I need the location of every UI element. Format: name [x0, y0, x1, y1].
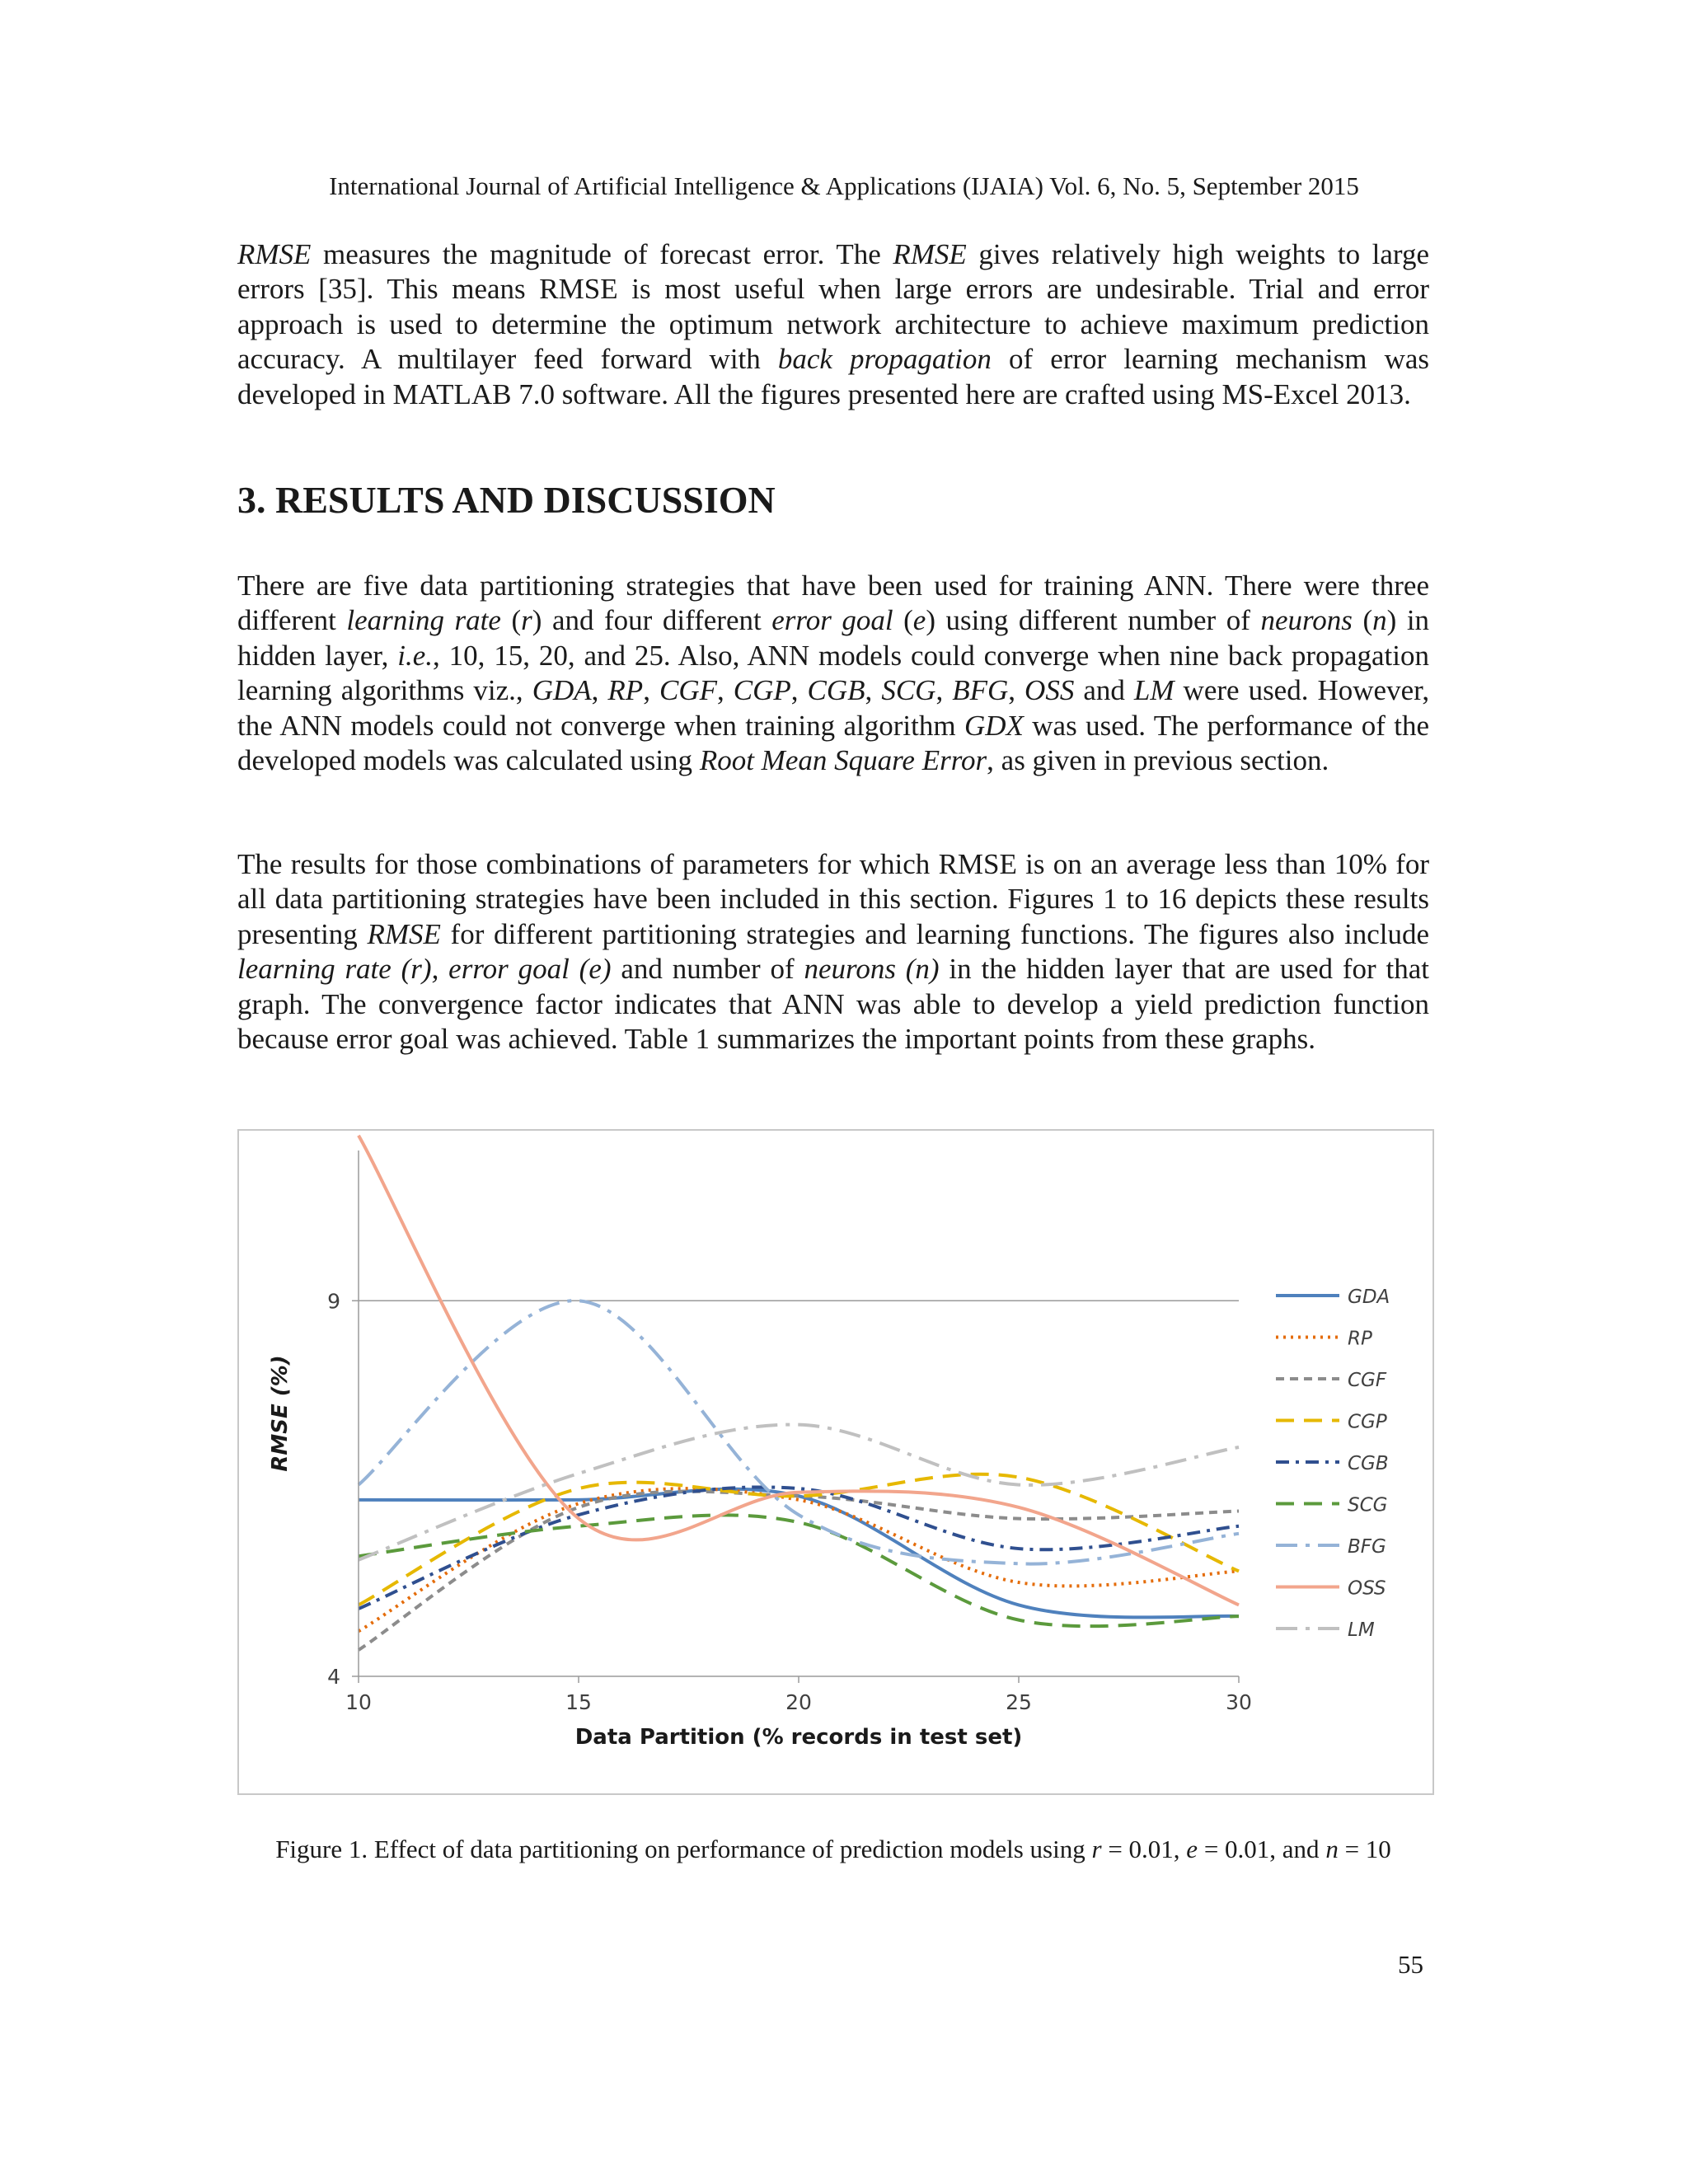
x-tick-label: 25	[1006, 1690, 1032, 1714]
x-tick-label: 20	[785, 1690, 812, 1714]
caption-segment: Figure 1. Effect of data partitioning on performance of prediction models using	[275, 1835, 1092, 1863]
paragraph-1-segment: There are five data partitioning strategies that have been used for training ANN. There were three different	[237, 569, 1429, 637]
paragraph-1-segment: Root Mean Square Error	[699, 744, 987, 777]
paragraph-1-segment: r	[521, 604, 532, 637]
paragraph-1-segment: , 10, 15, 20, and 25. Also, ANN models could converge when nine back propagation learning algorithms viz.,	[237, 639, 1429, 707]
intro-paragraph-segment: gives relatively high weights to large errors [35]. This means RMSE is most useful when large errors are undesirable. Trial and error approach is used to determine the optimum network architecture to achieve maximum prediction accuracy. A multilayer feed forward with	[237, 238, 1429, 376]
caption-segment: e	[1186, 1835, 1198, 1863]
journal-header: International Journal of Artificial Intelligence & Applications (IJAIA) Vol. 6, No. 5, September 2015	[329, 171, 1359, 200]
series-line-oss	[359, 1136, 1239, 1605]
paragraph-2-segment: in the hidden layer that are used for that graph. The convergence factor indicates that ANN was able to develop a yield prediction function because error goal was achieved. Table 1 summarizes the important points from these graphs.	[237, 953, 1429, 1056]
paragraph-1-segment: GDX	[964, 709, 1024, 742]
paragraph-1-segment: ) using different number of	[926, 604, 1261, 637]
paragraph-1-segment: ,	[716, 674, 734, 707]
paragraph-1-segment: (	[500, 604, 522, 637]
section-title: 3. RESULTS AND DISCUSSION	[237, 479, 776, 521]
paragraph-2-segment: and number of	[611, 953, 804, 986]
y-tick-label: 4	[327, 1665, 340, 1689]
intro-paragraph-segment: measures the magnitude of forecast error. The	[311, 238, 893, 270]
intro-paragraph-segment: back propagation	[777, 343, 992, 376]
paragraph-1-segment: CGB	[807, 674, 865, 707]
x-tick-label: 15	[565, 1690, 592, 1714]
intro-paragraph-segment: RMSE	[893, 238, 967, 270]
paragraph-1-segment: SCG	[881, 674, 936, 707]
figure-1-chart	[237, 1129, 1434, 1795]
x-axis-title: Data Partition (% records in test set)	[574, 1725, 1023, 1750]
paragraph-1-segment: ,	[790, 674, 808, 707]
paragraph-1-segment: e	[912, 604, 926, 637]
paragraph-1-segment: was used. The performance of the developed models was calculated using	[237, 709, 1429, 777]
paragraph-1-segment: were used. However, the ANN models could not converge when training algorithm	[237, 674, 1430, 742]
intro-paragraph	[237, 237, 1429, 412]
paragraph-1-segment: ,	[865, 674, 882, 707]
y-axis-title: RMSE (%)	[268, 1355, 293, 1472]
paragraph-1-segment: learning rate	[346, 604, 501, 637]
legend-label-rp: RP	[1348, 1328, 1372, 1350]
paragraph-1-segment: ,	[935, 674, 953, 707]
paragraph-1-segment: , as given in previous section.	[987, 744, 1329, 777]
paragraph-1-segment: ,	[643, 674, 659, 707]
paragraph-1-segment: (	[893, 604, 913, 637]
x-tick-label: 10	[345, 1690, 372, 1714]
paragraph-1-segment: CGP	[733, 674, 791, 707]
paragraph-1-segment: CGF	[659, 674, 717, 707]
paragraph-1-segment: error goal	[771, 604, 893, 637]
paragraph-1-segment: neurons	[1260, 604, 1353, 637]
paragraph-2-segment: RMSE	[367, 917, 441, 950]
caption-segment: = 0.01,	[1101, 1835, 1187, 1863]
legend-label-oss: OSS	[1348, 1577, 1386, 1600]
paragraph-1-segment: BFG	[952, 674, 1009, 707]
legend-label-cgp: CGP	[1348, 1411, 1387, 1433]
y-tick-label: 9	[327, 1289, 340, 1314]
paragraph-1-segment: ) and four different	[532, 604, 772, 637]
paragraph-1-segment: ,	[591, 674, 608, 707]
intro-paragraph-segment: RMSE	[237, 238, 312, 270]
paragraph-1-segment: OSS	[1025, 674, 1075, 707]
results-paragraph-2	[237, 847, 1429, 1057]
page-number: 55	[1398, 1950, 1423, 1979]
results-paragraph-1	[237, 569, 1429, 778]
paragraph-2-segment: learning rate (r), error goal (e)	[237, 953, 612, 986]
legend-label-bfg: BFG	[1348, 1536, 1386, 1558]
legend-label-cgf: CGF	[1348, 1370, 1387, 1391]
paragraph-1-segment: RP	[607, 674, 644, 707]
paragraph-2-segment: neurons (n)	[804, 953, 940, 986]
series-line-scg	[359, 1515, 1239, 1626]
paragraph-1-segment: i.e.	[397, 639, 434, 672]
intro-paragraph-segment: of error learning mechanism was developed in MATLAB 7.0 software. All the figures presented here are crafted using MS-Excel 2013.	[237, 343, 1429, 410]
caption-segment: r	[1091, 1835, 1102, 1863]
paragraph-1-segment: n	[1372, 604, 1387, 637]
figure-caption	[237, 1834, 1429, 1865]
caption-segment: n	[1325, 1835, 1339, 1863]
paragraph-2-segment: The results for those combinations of parameters for which RMSE is on an average less than 10% for all data partitioning strategies have been included in this section. Figures 1 to 16 depicts these results presenting	[237, 848, 1429, 950]
paragraph-2-segment: for different partitioning strategies and learning functions. The figures also include	[440, 917, 1429, 950]
rmse-line-chart	[239, 1131, 1432, 1793]
paragraph-1-segment: and	[1074, 674, 1134, 707]
x-tick-label: 30	[1226, 1690, 1252, 1714]
series-line-rp	[359, 1488, 1239, 1631]
paragraph-1-segment: (	[1352, 604, 1373, 637]
paragraph-1-segment: GDA	[532, 674, 592, 707]
paragraph-1-segment: ,	[1008, 674, 1025, 707]
legend-label-cgb: CGB	[1348, 1453, 1389, 1474]
legend-label-scg: SCG	[1348, 1494, 1388, 1516]
caption-segment: = 0.01, and	[1198, 1835, 1326, 1863]
paragraph-1-segment: ) in hidden layer,	[237, 604, 1430, 672]
paragraph-1-segment: LM	[1133, 674, 1175, 707]
legend-label-gda: GDA	[1348, 1286, 1390, 1308]
legend-label-lm: LM	[1348, 1619, 1375, 1641]
caption-segment: = 10	[1338, 1835, 1391, 1863]
